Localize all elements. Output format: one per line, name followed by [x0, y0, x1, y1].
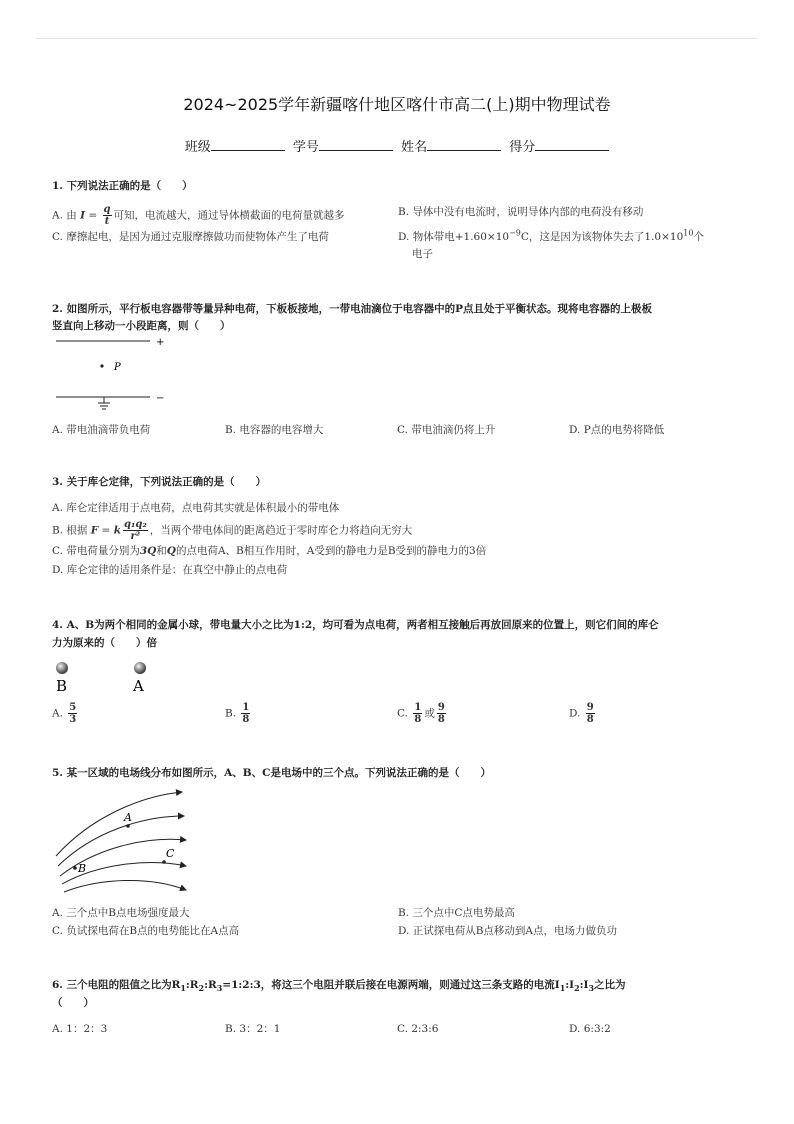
q6-option-b[interactable]: B. 3：2：1	[225, 1023, 281, 1035]
point-p-dot	[100, 364, 103, 367]
q2-stem-line1: 2. 如图所示，平行板电容器带等量异种电荷，下板板接地，一带电油滴位于电容器中的P点且处于平衡状态。现将电容器的上极板	[52, 303, 653, 315]
q5-option-c[interactable]: C. 负试探电荷在B点的电势能比在A点高	[52, 925, 240, 937]
q2-stem-line2: 竖直向上移动一小段距离，则（ ）	[52, 320, 231, 332]
name-blank[interactable]	[427, 139, 501, 151]
q5-stem: 5. 某一区域的电场线分布如图所示，A、B、C是电场中的三个点。下列说法正确的是（ ）	[52, 767, 491, 779]
name-label: 姓名	[401, 140, 428, 155]
q4-stem-line1: 4. A、B为两个相同的金属小球，带电量大小之比为1:2，均可看为点电荷，两者相互接触后再放回原来的位置上，则它们间的库仑	[52, 619, 659, 631]
q5-option-a[interactable]: A. 三个点中B点电场强度最大	[52, 907, 190, 919]
q5-option-d[interactable]: D. 正试探电荷从B点移动到A点，电场力做负功	[398, 925, 618, 937]
q6-stem-line1: 6. 三个电阻的阻值之比为$R_1:R_2:R_3=1:2:3$，将这三个电阻并联后接在电源两端，则通过这三条支路的电流$I_1:I_2:I_3$之比为	[52, 979, 626, 994]
point-b	[73, 866, 77, 870]
q5-option-b[interactable]: B. 三个点中C点电势最高	[398, 907, 515, 919]
minus-sign: −	[156, 393, 165, 404]
q4-option-c[interactable]: C. $\frac{1}{8}$ 或 $\frac{9}{8}$	[397, 702, 445, 725]
q6-stem-line2: （ ）	[52, 997, 94, 1009]
formula-i: I	[80, 209, 86, 222]
exam-title: 2024~2025学年新疆喀什地区喀什市高二(上)期中物理试卷	[183, 95, 611, 114]
q1-option-b[interactable]: B. 导体中没有电流时，说明导体内部的电荷没有移动	[398, 206, 644, 218]
ball-a	[134, 662, 146, 674]
electric-field-diagram	[52, 786, 192, 898]
metal-balls-diagram	[52, 658, 162, 698]
q1-stem: 1. 下列说法正确的是（ ）	[52, 180, 193, 192]
q4-stem-line2: 力为原来的（ ）倍	[52, 637, 157, 649]
q1-option-d-line2: 电子	[412, 248, 433, 260]
class-label: 班级	[184, 140, 211, 155]
q4-option-b[interactable]: B. $\frac{1}{8}$	[225, 702, 250, 725]
score-blank[interactable]	[535, 139, 609, 151]
q2-option-b[interactable]: B. 电容器的电容增大	[225, 424, 324, 436]
point-a-label: A	[124, 811, 132, 824]
point-c	[162, 860, 166, 864]
formula-coulomb: $\frac{\text{q₁q₂}}{\text{r²}}$	[123, 519, 147, 542]
point-c-label: C	[166, 847, 175, 860]
ball-b	[56, 662, 68, 674]
q3-stem: 3. 关于库仑定律，下列说法正确的是（ ）	[52, 476, 267, 488]
formula-q-over-t: $\frac{q}{t}$	[103, 204, 111, 227]
student-id-label: 学号	[292, 140, 319, 155]
q1-option-a[interactable]: A. 由 I = $\frac{q}{t}$ 可知，电流越大，通过导体横截面的电荷量就越多	[52, 204, 345, 227]
class-blank[interactable]	[211, 139, 285, 151]
ball-b-label: B	[56, 677, 68, 695]
q1-option-c[interactable]: C. 摩擦起电，是因为通过克服摩擦做功而使物体产生了电荷	[52, 231, 329, 243]
q3-option-a[interactable]: A. 库仑定律适用于点电荷，点电荷其实就是体积最小的带电体	[52, 502, 340, 514]
q2-option-c[interactable]: C. 带电油滴仍将上升	[397, 424, 496, 436]
q3-option-d[interactable]: D. 库仑定律的适用条件是：在真空中静止的点电荷	[52, 564, 288, 576]
q2-option-a[interactable]: A. 带电油滴带负电荷	[52, 424, 151, 436]
q4-option-a[interactable]: A. $\frac{5}{3}$	[52, 702, 77, 725]
score-label: 得分	[509, 140, 536, 155]
student-info-row	[0, 136, 794, 155]
point-p-label: P	[114, 362, 121, 373]
ball-a-label: A	[133, 677, 144, 695]
q1-option-d[interactable]: D. 物体带电$+1.60\times 10^{-9}C$，这是因为该物体失去了$1.0\times 10^{10}$个	[398, 228, 704, 243]
q4-option-d[interactable]: D. $\frac{9}{8}$	[569, 702, 594, 725]
q3-option-b[interactable]: B. 根据 F = k $\frac{\text{q₁q₂}}{\text{r²}}$ ，当两个带电体间的距离趋近于零时库仑力将趋向无穷大	[52, 519, 413, 542]
capacitor-diagram	[52, 335, 172, 415]
point-a	[126, 824, 130, 828]
plus-sign: +	[156, 337, 165, 348]
q2-option-d[interactable]: D. P点的电势将降低	[569, 424, 665, 436]
q6-option-a[interactable]: A. 1：2：3	[52, 1023, 108, 1035]
q6-option-c[interactable]: C. 2:3:6	[397, 1023, 439, 1035]
q6-option-d[interactable]: D. 6:3:2	[569, 1023, 611, 1035]
field-line-5	[64, 880, 186, 892]
q3-option-c[interactable]: C. 带电荷量分别为3Q和Q的点电荷A、B相互作用时，A受到的静电力是B受到的静电力的3倍	[52, 545, 487, 557]
student-id-blank[interactable]	[319, 139, 393, 151]
top-divider	[36, 38, 758, 39]
point-b-label: B	[78, 862, 87, 875]
